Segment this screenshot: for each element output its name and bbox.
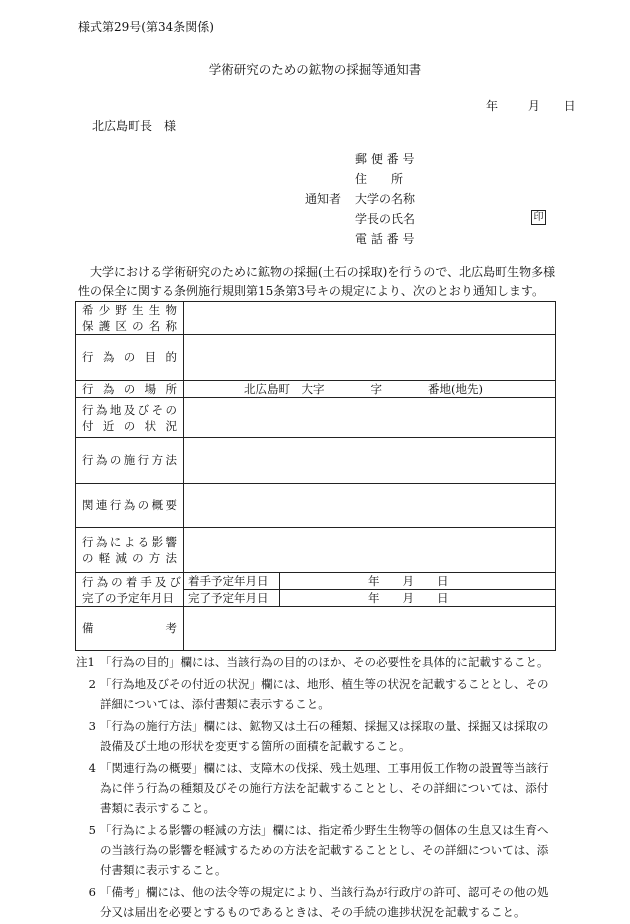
document-title: 学術研究のための鉱物の採掘等通知書 [208, 62, 422, 77]
notification-table [75, 301, 556, 651]
label-schedule: 行為の着手及び 完了の予定年月日 [76, 573, 184, 607]
row-area-name [76, 302, 556, 335]
row-related [76, 484, 556, 528]
university-label: 大学の名称 [355, 192, 416, 206]
date-day: 日 [563, 99, 576, 113]
president-label: 学長の氏名 [355, 212, 416, 226]
date-line [460, 97, 576, 114]
notifier-lead: 通知者 [305, 192, 342, 206]
label-method: 行為の施行方法 [76, 438, 184, 484]
label-end-date: 完了予定年月日 [184, 590, 280, 607]
row-site-status [76, 398, 556, 438]
addressee: 北広島町長 様 [92, 119, 177, 133]
row-purpose [76, 335, 556, 381]
label-purpose: 行為の目的 [76, 335, 184, 381]
label-remarks: 備考 [76, 607, 184, 651]
label-related: 関連行為の概要 [76, 484, 184, 528]
label-mitigation: 行為による影響 の軽減の方法 [76, 528, 184, 573]
value-remarks[interactable] [184, 607, 556, 651]
intro-paragraph: 大学における学術研究のために鉱物の採掘(土石の採取)を行うので、北広島町生物多様性の保全に関する条例施行規則第15条第3号キの規定により、次のとおり通知します。 [78, 265, 556, 298]
row-mitigation [76, 528, 556, 573]
note-item: 5 「行為による影響の軽減の方法」欄には、指定希少野生生物等の個体の生息又は生育への当該行為の影響を軽減するための方法を記載することとし、その詳細については、添付書類に表示すること。 [88, 823, 549, 877]
value-method[interactable] [184, 438, 556, 484]
label-place: 行為の場所 [76, 381, 184, 398]
note-item: 注1 「行為の目的」欄には、当該行為の目的のほか、その必要性を具体的に記載すること。 [76, 655, 549, 669]
notes [78, 652, 558, 924]
row-remarks [76, 607, 556, 651]
address-label: 住 所 [355, 172, 404, 186]
value-place[interactable]: 北広島町 大字 字 番地(地先) [184, 381, 556, 398]
label-site-status: 行為地及びその 付近の状況 [76, 398, 184, 438]
label-area-name: 希少野生生物 保護区の名称 [76, 302, 184, 335]
note-item: 2 「行為地及びその付近の状況」欄には、地形、植生等の状況を記載することとし、その詳細については、添付書類に表示すること。 [88, 677, 549, 711]
note-item: 4 「関連行為の概要」欄には、支障木の伐採、残土処理、工事用仮工作物の設置等当該行為に伴う行為の種類及びその施行方法を記載することとし、その詳細については、添付書類に表示すること。 [88, 761, 549, 815]
date-year: 年 [485, 99, 498, 113]
row-method [76, 438, 556, 484]
value-related[interactable] [184, 484, 556, 528]
seal-mark: 印 [531, 210, 546, 225]
row-place [76, 381, 556, 398]
value-start-date[interactable]: 年 月 日 [280, 573, 556, 590]
postal-label: 郵 便 番 号 [355, 152, 415, 166]
value-area-name[interactable] [184, 302, 556, 335]
value-site-status[interactable] [184, 398, 556, 438]
date-month: 月 [527, 99, 540, 113]
phone-label: 電 話 番 号 [355, 232, 415, 246]
form-id: 様式第29号(第34条関係) [78, 20, 214, 34]
value-purpose[interactable] [184, 335, 556, 381]
value-end-date[interactable]: 年 月 日 [280, 590, 556, 607]
row-start-date [76, 573, 556, 590]
note-item: 3 「行為の施行方法」欄には、鉱物又は土石の種類、採掘又は採取の量、採掘又は採取の設備及び土地の形状を変更する箇所の面積を記載すること。 [88, 719, 549, 753]
note-item: 6 「備考」欄には、他の法令等の規定により、当該行為が行政庁の許可、認可その他の処分又は届出を必要とするものであるときは、その手続の進捗状況を記載すること。 [88, 885, 549, 919]
label-start-date: 着手予定年月日 [184, 573, 280, 590]
value-mitigation[interactable] [184, 528, 556, 573]
